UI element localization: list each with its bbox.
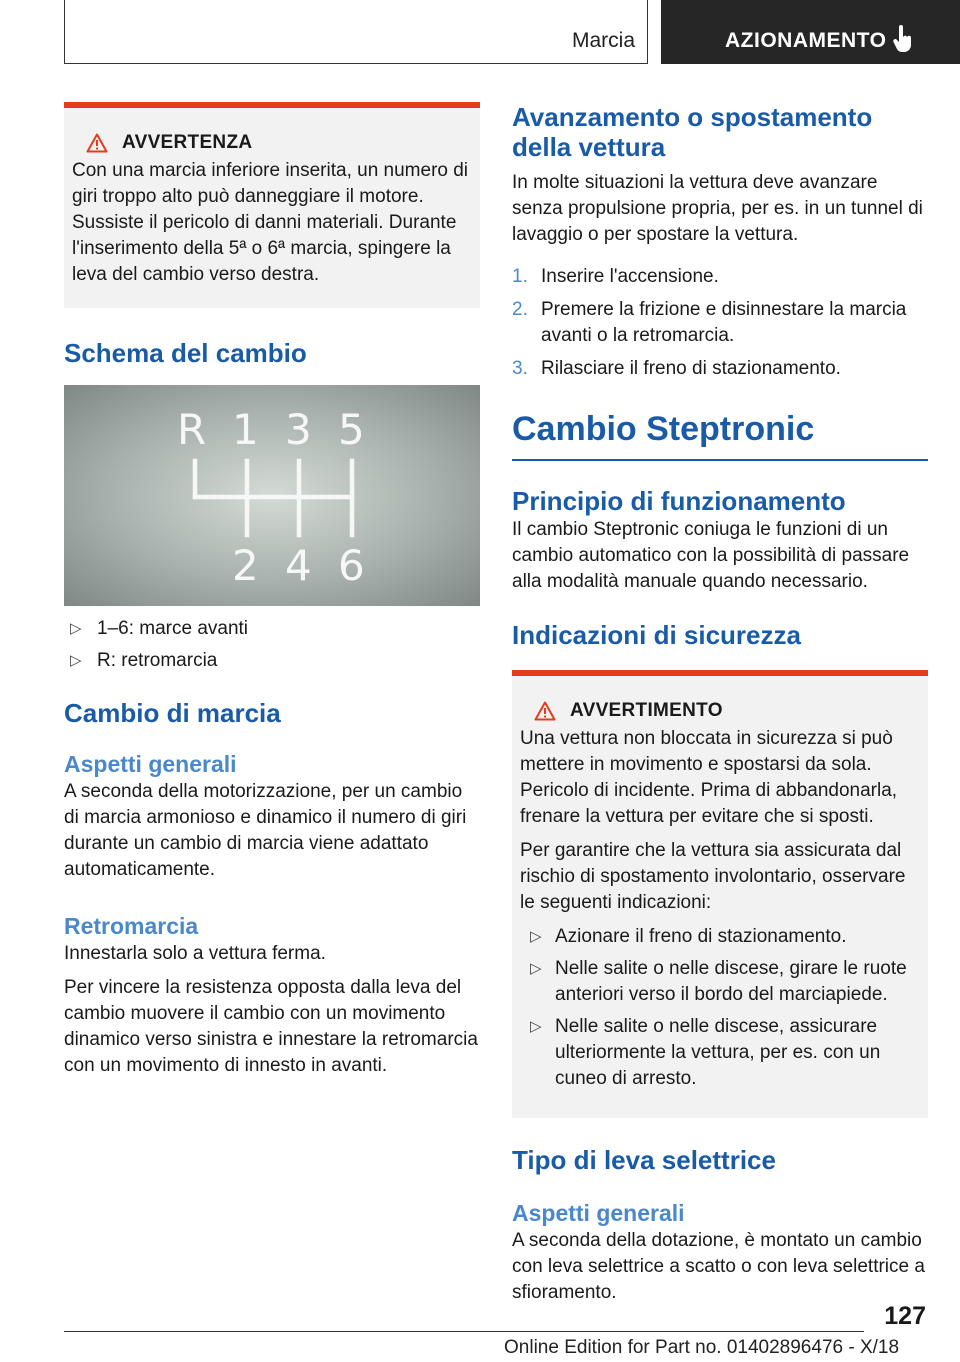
header-chapter-label: AZIONAMENTO bbox=[725, 29, 887, 52]
header-section-box bbox=[64, 0, 648, 64]
heading-principio: Principio di funzionamento bbox=[512, 486, 846, 516]
warning-triangle-icon bbox=[534, 701, 556, 721]
tipo-text: A seconda della dotazione, è montato un cambio con leva selettrice a scatto o con leva selettrice a sfioramento. bbox=[512, 1230, 925, 1303]
footer-edition: Online Edition for Part no. 01402896476 - X/18 bbox=[504, 1337, 900, 1358]
principio-text: Il cambio Steptronic coniuga le funzioni di un cambio automatico con la possibilità di passare alla modalità manuale quando necessario. bbox=[512, 519, 910, 592]
warning-bullet-list bbox=[520, 924, 920, 1092]
warning-title: AVVERTENZA bbox=[122, 132, 253, 153]
header-chapter-tab bbox=[661, 0, 960, 64]
heading-aspetti-generali: Aspetti generali bbox=[64, 751, 237, 777]
heading-tipo-aspetti: Aspetti generali bbox=[512, 1200, 685, 1226]
list-item: 1. Inserire l'accensione. bbox=[512, 266, 719, 287]
warning-text-2: Per garantire che la vettura sia assicurata dal rischio di spostamento involontario, osservare le seguenti indicazioni: bbox=[520, 840, 906, 913]
avanzamento-text: In molte situazioni la vettura deve avanzare senza propulsione propria, per es. in un tunnel di lavaggio o per spostare la vettura. bbox=[512, 172, 923, 245]
warning-text: Con una marcia inferiore inserita, un numero di giri troppo alto può danneggiare il motore. Sussiste il pericolo di danni materiali. Durante l'inserimento della 5ª o 6ª marcia, spingere la leva del cambio verso destra. bbox=[72, 160, 469, 285]
aspetti-text: A seconda della motorizzazione, per un cambio di marcia armonioso e dinamico il numero di giri durante un cambio di marcia viene adattato automaticamente. bbox=[64, 781, 467, 880]
retro-text-1: Innestarla solo a vettura ferma. bbox=[64, 943, 326, 964]
triangle-bullet-icon: ▷ bbox=[70, 620, 82, 637]
gear-label-1: 1 bbox=[232, 405, 259, 454]
list-item: ▷ Nelle salite o nelle discese, assicurare ulteriormente la vettura, per es. con un cuneo di arresto. bbox=[530, 1016, 881, 1089]
list-item: 2. Premere la frizione e disinnestare la marcia avanti o la retromarcia. bbox=[512, 299, 907, 346]
steps-list bbox=[512, 264, 928, 382]
warning-box bbox=[512, 670, 928, 1118]
heading-sicurezza: Indicazioni di sicurezza bbox=[512, 620, 801, 650]
gear-label-5: 5 bbox=[338, 405, 365, 454]
footer-divider bbox=[64, 1331, 864, 1332]
heading-avanzamento: Avanzamento o spostamento della vettura bbox=[512, 102, 873, 162]
gear-shift-pattern-image bbox=[64, 385, 480, 606]
list-item: 3. Rilasciare il freno di stazionamento. bbox=[512, 358, 841, 379]
heading-retromarcia: Retromarcia bbox=[64, 913, 199, 939]
hand-pointer-icon bbox=[893, 25, 913, 53]
triangle-bullet-icon: ▷ bbox=[70, 652, 82, 669]
heading-tipo-leva: Tipo di leva selettrice bbox=[512, 1145, 776, 1175]
page-number: 127 bbox=[884, 1302, 926, 1330]
heading-schema-cambio: Schema del cambio bbox=[64, 338, 307, 368]
retro-text-2: Per vincere la resistenza opposta dalla leva del cambio muovere il cambio con un movimento dinamico verso sinistra e innestare la retromarcia con un movimento di innesto in avanti. bbox=[64, 977, 478, 1076]
gear-label-3: 3 bbox=[285, 405, 312, 454]
gear-label-6: 6 bbox=[338, 541, 365, 590]
heading-cambio-steptronic: Cambio Steptronic bbox=[512, 407, 928, 461]
warning-title: AVVERTIMENTO bbox=[570, 700, 723, 721]
heading-cambio-di-marcia: Cambio di marcia bbox=[64, 698, 281, 728]
triangle-bullet-icon: ▷ bbox=[530, 960, 542, 977]
right-column bbox=[512, 102, 928, 1314]
triangle-bullet-icon: ▷ bbox=[530, 1018, 542, 1035]
warning-text-1: Una vettura non bloccata in sicurezza si può mettere in movimento e spostarsi da sola. Pericolo di incidente. Prima di abbandonarla, frenare la vettura per evitare che si sposti. bbox=[520, 728, 898, 827]
list-item: ▷ R: retromarcia bbox=[64, 648, 480, 674]
schema-bullet-list bbox=[64, 616, 480, 674]
list-item: ▷ Azionare il freno di stazionamento. bbox=[520, 924, 920, 950]
warning-triangle-icon bbox=[86, 133, 108, 153]
header-section-label: Marcia bbox=[571, 29, 635, 52]
gear-label-2: 2 bbox=[232, 541, 259, 590]
list-item: ▷ 1–6: marce avanti bbox=[64, 616, 480, 642]
gear-label-r: R bbox=[177, 405, 207, 454]
gear-label-4: 4 bbox=[285, 541, 312, 590]
list-item: ▷ Nelle salite o nelle discese, girare le ruote anteriori verso il bordo del marciapiede. bbox=[530, 958, 907, 1005]
triangle-bullet-icon: ▷ bbox=[530, 928, 542, 945]
warning-box bbox=[64, 102, 480, 308]
left-column bbox=[64, 102, 480, 1087]
